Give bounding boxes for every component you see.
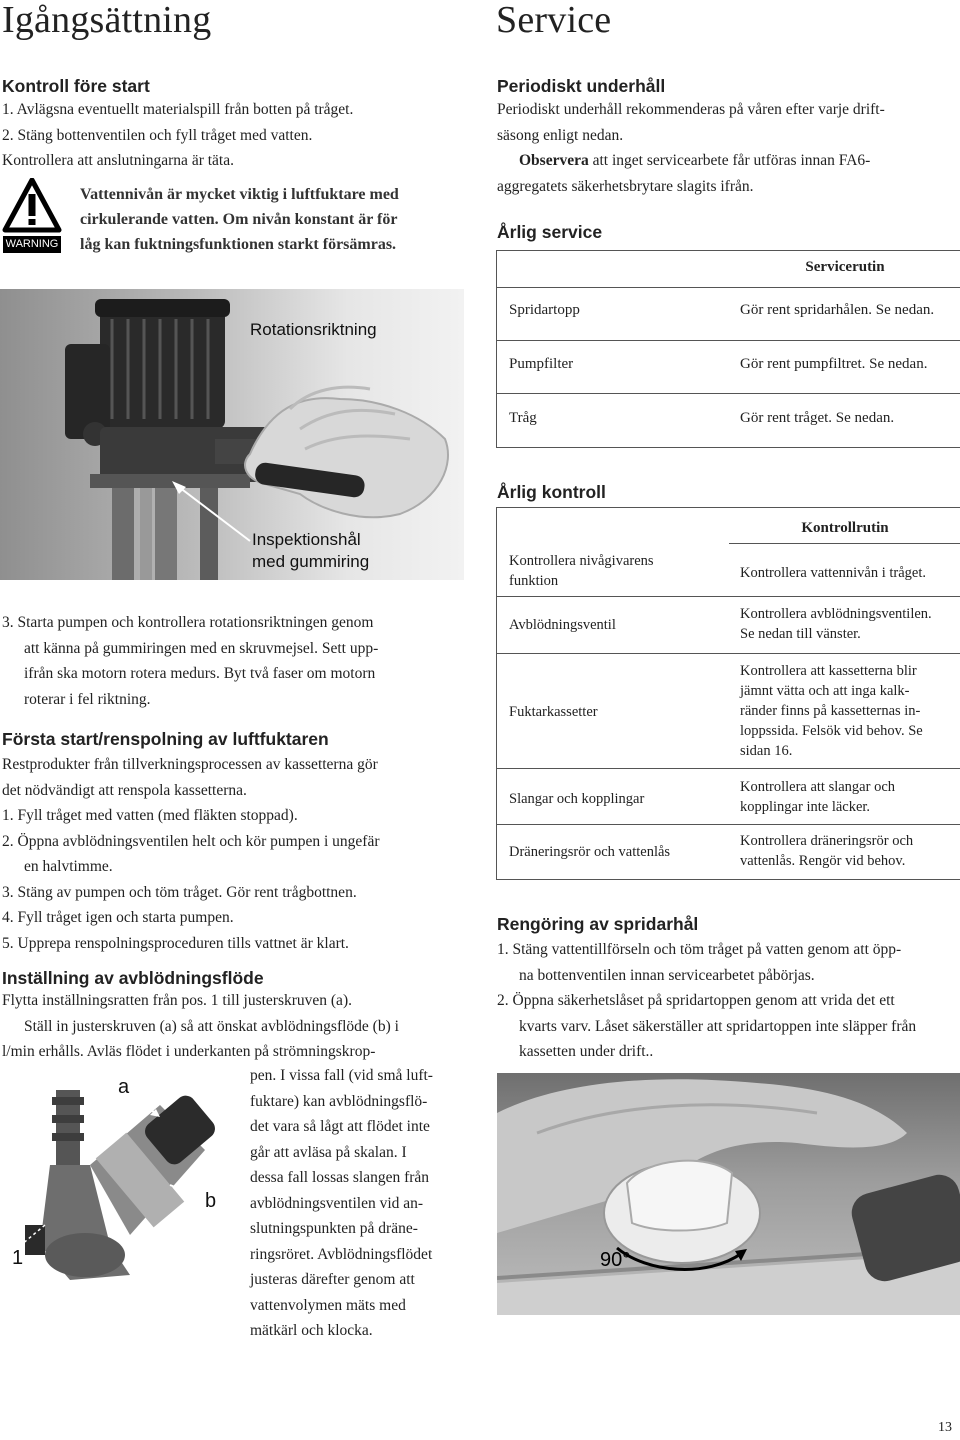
first-start-line: 1. Fyll tråget med vatten (med fläkten stoppad). [2, 807, 298, 824]
first-start-line: 4. Fyll tråget igen och starta pumpen. [2, 909, 234, 926]
row-divider [497, 879, 960, 880]
right-page-title: Service [496, 0, 612, 41]
step3-text [2, 610, 472, 712]
check-item [509, 551, 719, 591]
nozzle-photo [497, 1073, 960, 1315]
periodic-line: Periodiskt underhåll rekommenderas på våren efter varje drift- [497, 101, 885, 118]
angle-label: 90° [600, 1249, 631, 1271]
pump-illustration [0, 289, 464, 580]
check-line: 2. Stäng bottenventilen och fyll tråget med vatten. [2, 126, 313, 144]
service-item: Spridartopp [509, 302, 580, 318]
step3-line: roterar i fel riktning. [24, 690, 151, 708]
bleed-side-line: vattenvolymen mäts med [250, 1296, 406, 1314]
bleed-side-line: pen. I vissa fall (vid små luft- [250, 1067, 433, 1084]
check-action-line: Kontrollera att slangar och [740, 779, 896, 795]
warning-text [80, 182, 470, 257]
row-divider [497, 653, 960, 654]
bleed-heading: Inställning av avblödningsflöde [2, 968, 264, 988]
bleed-line: l/min erhålls. Avläs flödet i underkanten på strömningskrop- [2, 1043, 376, 1060]
check-item-line: Kontrollera nivågivarens [509, 553, 654, 569]
check-line: 1. Avlägsna eventuellt materialspill från botten på tråget. [2, 101, 354, 118]
first-start-line: det nödvändigt att renspola kassetterna. [2, 781, 247, 799]
check-action-line: Kontrollera dräneringsrör och [740, 833, 914, 849]
check-item: Fuktarkassetter [509, 704, 598, 720]
check-action: Kontrollera vattennivån i tråget. [740, 565, 927, 581]
row-divider [497, 768, 960, 769]
bleed-side-line: ringsröret. Avblödningsflödet [250, 1245, 433, 1263]
annual-service-table [496, 250, 960, 448]
nozzle-line: na bottenventilen innan servicearbetet påbörjas. [519, 966, 815, 984]
table-row [497, 341, 960, 394]
table-row [497, 394, 960, 448]
warning-badge: WARNING [5, 238, 59, 250]
step3-line: ifrån ska motorn rotera medurs. Byt två faser om motorn [24, 665, 376, 682]
label-inspection [252, 529, 369, 573]
first-start-line: 2. Öppna avblödningsventilen helt och kör pumpen i ungefär [2, 832, 380, 850]
table-row [497, 288, 960, 341]
nozzle-heading: Rengöring av spridarhål [497, 914, 699, 934]
check-action [740, 604, 932, 644]
check-item: Avblödningsventil [509, 617, 616, 633]
label-b: b [205, 1190, 217, 1212]
step3-line: 3. Starta pumpen och kontrollera rotationsriktningen genom [2, 614, 374, 631]
label-rotation: Rotationsriktning [250, 320, 377, 339]
check-action [740, 831, 913, 871]
left-page-title: Igångsättning [2, 0, 212, 41]
service-header-row [497, 251, 960, 288]
check-action-line: Se nedan till vänster. [740, 626, 861, 642]
service-action: Gör rent pumpfiltret. Se nedan. [740, 356, 928, 372]
service-item: Pumpfilter [509, 356, 574, 372]
valve-illustration [0, 1075, 246, 1285]
check-action [740, 777, 895, 817]
check-action-line: ränder finns på kassetternas in- [740, 703, 921, 719]
label-inspection-line: Inspektionshål [252, 530, 361, 549]
row-divider [497, 824, 960, 825]
note-bold: Observera [519, 152, 589, 169]
periodic-text [497, 97, 959, 199]
nozzle-illustration [497, 1073, 960, 1315]
bleed-line: Ställ in justerskruven (a) så att önskat avblödningsflöde (b) i [24, 1017, 399, 1035]
service-item: Tråg [509, 410, 537, 426]
check-item-line: funktion [509, 573, 559, 589]
header-divider [729, 543, 960, 544]
valve-photo [0, 1075, 246, 1285]
check-action-line: vattenlås. Rengör vid behov. [740, 853, 906, 869]
step3-line: att känna på gummiringen med en skruvmejsel. Sett upp- [24, 639, 379, 657]
annual-check-heading: Årlig kontroll [497, 482, 606, 502]
warning-icon [2, 178, 62, 256]
check-line: Kontrollera att anslutningarna är täta. [2, 152, 234, 169]
nozzle-line: 2. Öppna säkerhetslåset på spridartoppen genom att vrida det ett [497, 992, 895, 1009]
nozzle-line: kassetten under drift.. [519, 1043, 654, 1060]
check-action-line: Kontrollera avblödningsventilen. [740, 606, 932, 622]
service-action: Gör rent spridarhålen. Se nedan. [740, 302, 935, 318]
check-action-line: loppssida. Felsök vid behov. Se [740, 723, 923, 739]
note-rest: att inget servicearbete får utföras innan FA6- [588, 152, 871, 169]
bleed-side-line: justeras därefter genom att [250, 1271, 415, 1288]
warning-line: låg kan fuktningsfunktionen starkt försämras. [80, 236, 397, 253]
label-inspection-line: med gummiring [252, 552, 370, 571]
check-item: Dräneringsrör och vattenlås [509, 844, 671, 860]
bleed-side-line: går att avläsa på skalan. I [250, 1143, 407, 1161]
annual-service-heading: Årlig service [497, 222, 603, 242]
bleed-text [2, 988, 472, 1065]
bleed-side-line: mätkärl och klocka. [250, 1322, 373, 1339]
first-start-heading: Första start/renspolning av luftfuktaren [2, 729, 329, 749]
nozzle-line: kvarts varv. Låset säkerställer att spridartoppen inte släpper från [519, 1017, 917, 1035]
bleed-side-line: slutningspunkten på dräne- [250, 1220, 418, 1237]
label-a: a [118, 1076, 130, 1098]
label-1: 1 [12, 1247, 24, 1269]
check-action-line: sidan 16. [740, 743, 793, 759]
service-col-header: Servicerutin [805, 259, 885, 275]
first-start-line: Restprodukter från tillverkningsprocessen av kassetterna gör [2, 756, 378, 773]
periodic-note-2: aggregatets säkerhetsbrytare slagits ifrån. [497, 177, 754, 195]
first-start-line: 3. Stäng av pumpen och töm tråget. Gör rent trågbottnen. [2, 883, 357, 901]
service-action: Gör rent tråget. Se nedan. [740, 410, 895, 426]
bleed-side-line: det vara så lågt att flödet inte [250, 1118, 430, 1135]
first-start-text [2, 752, 472, 956]
first-start-line: en halvtimme. [24, 858, 113, 875]
periodic-heading: Periodiskt underhåll [497, 76, 666, 96]
row-divider [497, 596, 960, 597]
check-list [2, 97, 472, 174]
check-action-line: Kontrollera att kassetterna blir [740, 663, 917, 679]
check-action-line: jämnt vätta och att inga kalk- [740, 683, 910, 699]
warning-line: Vattennivån är mycket viktig i luftfuktare med [80, 186, 399, 203]
pump-photo [0, 289, 464, 580]
bleed-line: Flytta inställningsratten från pos. 1 till justerskruven (a). [2, 992, 352, 1009]
periodic-line: säsong enligt nedan. [497, 126, 624, 144]
check-heading: Kontroll före start [2, 76, 150, 96]
bleed-side-text [250, 1063, 470, 1344]
page-number: 13 [938, 1420, 952, 1435]
bleed-side-line: dessa fall lossas slangen från [250, 1169, 430, 1186]
check-action-line: kopplingar inte läcker. [740, 799, 871, 815]
warning-line: cirkulerande vatten. Om nivån konstant är för [80, 211, 398, 228]
bleed-side-line: avblödningsventilen vid an- [250, 1194, 424, 1212]
check-action [740, 661, 923, 761]
nozzle-line: 1. Stäng vattentillförseln och töm tråget på vatten genom att öpp- [497, 941, 902, 958]
first-start-line: 5. Upprepa renspolningsproceduren tills vattnet är klart. [2, 934, 349, 952]
bleed-side-line: fuktare) kan avblödningsflö- [250, 1092, 428, 1110]
check-item: Slangar och kopplingar [509, 791, 645, 807]
check-col-header: Kontrollrutin [801, 520, 889, 536]
annual-check-table [496, 507, 960, 880]
nozzle-text [497, 937, 959, 1065]
periodic-note [497, 148, 959, 174]
